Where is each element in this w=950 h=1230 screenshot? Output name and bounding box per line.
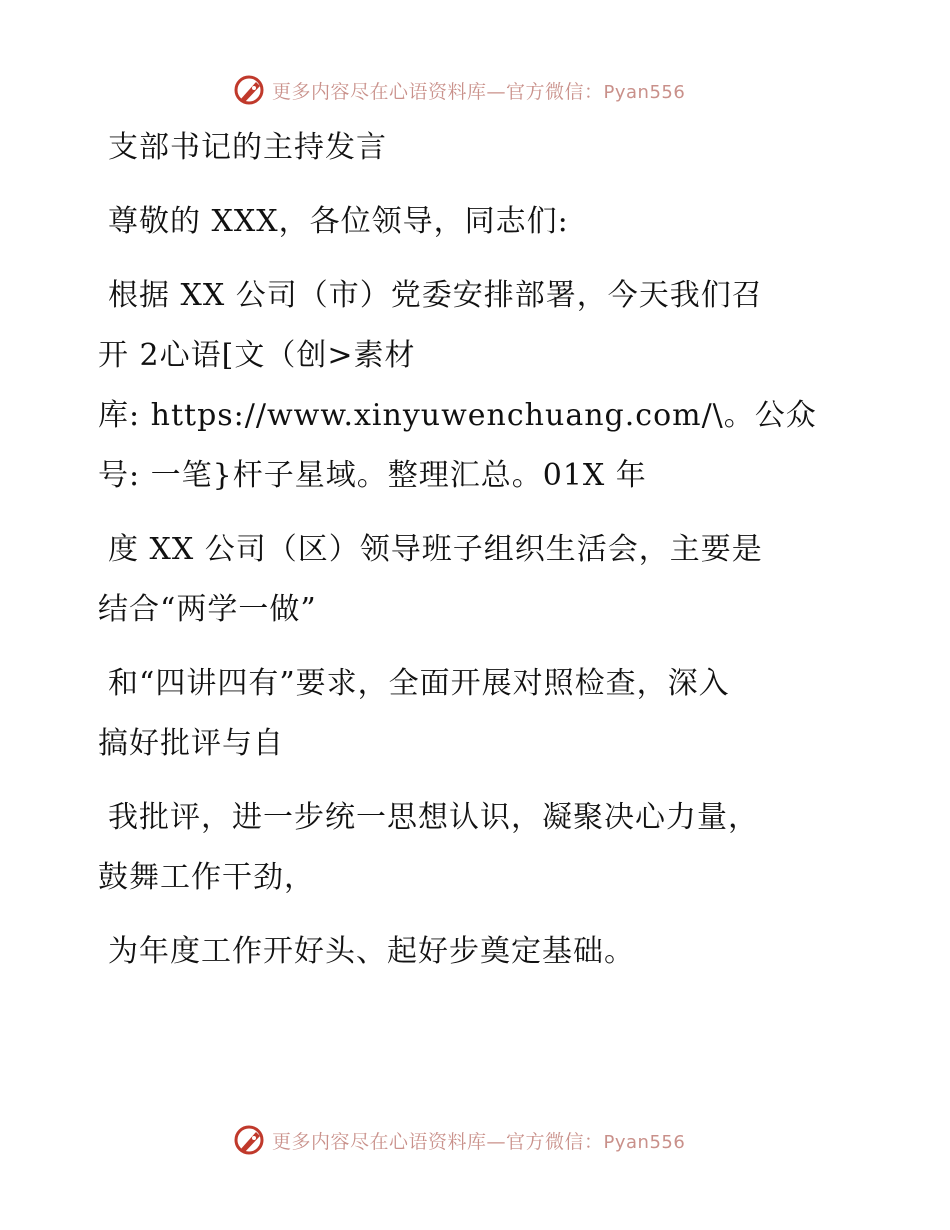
header-banner-text: 更多内容尽在心语资料库—官方微信：Pyan556 [272,80,686,103]
footer-banner [232,1122,732,1158]
paragraph-3 [98,654,838,774]
paragraph-line: 为年度工作开好头、起好步奠定基础。 [108,934,635,969]
footer-wechat-handle: Pyan556 [603,1131,686,1153]
paragraph-line: 鼓舞工作干劲， [98,860,315,895]
document-body [98,118,838,982]
paragraph-line: 度 XX 公司（区）领导班子组织生活会，主要是 [108,532,763,567]
paragraph-4 [98,788,838,908]
greeting: 尊敬的 XXX，各位领导，同志们: [108,204,569,239]
pen-logo-icon [232,1123,266,1157]
paragraph-2 [98,520,838,640]
document-title: 支部书记的主持发言 [108,130,387,165]
header-banner [232,72,732,108]
pen-logo-icon [232,73,266,107]
paragraph-line: 根据 XX 公司（市）党委安排部署，今天我们召 [108,278,763,313]
paragraph-1 [98,266,838,506]
paragraph-line: 结合“两学一做” [98,592,317,627]
paragraph-line: 搞好批评与自 [98,726,284,761]
footer-banner-text: 更多内容尽在心语资料库—官方微信：Pyan556 [272,1130,686,1153]
paragraph-line: 号: 一笔}杆子星域。整理汇总。01X 年 [98,458,647,493]
paragraph-line: 和“四讲四有”要求，全面开展对照检查，深入 [108,666,730,701]
paragraph-line: 库: https://www.xinyuwenchuang.com/\。公众 [98,398,817,433]
paragraph-line: 开 2心语[文（创>素材 [98,338,416,373]
header-wechat-handle: Pyan556 [603,81,686,103]
paragraph-line: 我批评，进一步统一思想认识，凝聚决心力量， [108,800,759,835]
paragraph-5 [98,922,838,982]
